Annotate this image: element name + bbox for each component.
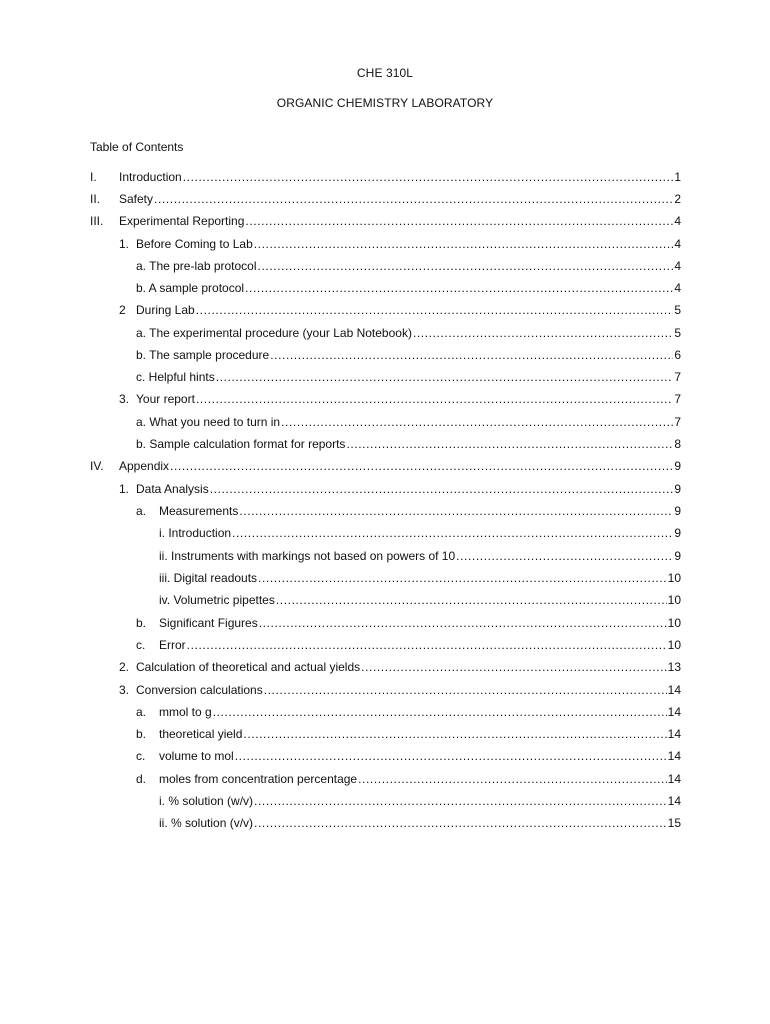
toc-entry-number: 1.: [119, 482, 130, 496]
toc-entry-label: a. What you need to turn in: [136, 415, 281, 429]
toc-entry[interactable]: [136, 326, 681, 342]
toc-entry-page: 9: [674, 504, 681, 518]
toc-entry-page: 4: [674, 214, 681, 228]
toc-leader-dots: [456, 549, 673, 563]
toc-entry-label: theoretical yield: [159, 727, 243, 741]
toc-entry[interactable]: [119, 482, 681, 498]
toc-entry-page: 5: [674, 326, 681, 340]
toc-entry-label: During Lab: [136, 303, 195, 317]
toc-leader-dots: [281, 415, 673, 429]
toc-entry-label: b. A sample protocol: [136, 281, 245, 295]
toc-entry-page: 7: [674, 370, 681, 384]
toc-entry-page: 7: [674, 415, 681, 429]
toc-leader-dots: [258, 571, 667, 585]
toc-entry[interactable]: [159, 549, 681, 565]
toc-entry-number: 3.: [119, 683, 130, 697]
toc-entry-label: ii. % solution (v/v): [159, 816, 254, 830]
toc-leader-dots: [216, 370, 674, 384]
toc-entry-number: b.: [136, 727, 147, 741]
toc-entry-label: Before Coming to Lab: [136, 237, 253, 251]
toc-entry-number: 2.: [119, 660, 130, 674]
toc-entry-label: iv. Volumetric pipettes: [159, 593, 275, 607]
toc-entry-page: 4: [674, 237, 681, 251]
toc-entry-page: 2: [674, 192, 681, 206]
toc-entry-page: 9: [674, 526, 681, 540]
toc-leader-dots: [213, 705, 667, 719]
toc-entry-label: volume to mol: [159, 749, 234, 763]
toc-entry[interactable]: [159, 526, 681, 542]
toc-leader-dots: [270, 348, 673, 362]
toc-entry-page: 14: [667, 705, 681, 719]
toc-entry-label: i. Introduction: [159, 526, 232, 540]
toc-entry-label: b. Sample calculation format for reports: [136, 437, 346, 451]
toc-entry-label: moles from concentration percentage: [159, 772, 358, 786]
toc-entry-number: 1.: [119, 237, 130, 251]
toc-leader-dots: [254, 794, 667, 808]
toc-heading: Table of Contents: [90, 140, 184, 154]
toc-leader-dots: [243, 727, 666, 741]
toc-entry-page: 9: [674, 482, 681, 496]
toc-entry-label: Error: [159, 638, 186, 652]
toc-leader-dots: [235, 749, 667, 763]
toc-entry-label: Significant Figures: [159, 616, 258, 630]
toc-entry[interactable]: [136, 415, 681, 431]
toc-entry[interactable]: [136, 705, 681, 721]
toc-entry-label: ii. Instruments with markings not based on powers of 10: [159, 549, 456, 563]
toc-leader-dots: [210, 482, 674, 496]
toc-entry[interactable]: [136, 727, 681, 743]
toc-entry-label: b. The sample procedure: [136, 348, 270, 362]
toc-entry-number: IV.: [90, 459, 104, 473]
toc-entry-page: 14: [667, 794, 681, 808]
toc-leader-dots: [170, 459, 673, 473]
toc-entry[interactable]: [136, 259, 681, 275]
toc-entry-number: II.: [90, 192, 101, 206]
toc-entry-label: a. The pre-lab protocol: [136, 259, 257, 273]
toc-entry[interactable]: [90, 192, 681, 208]
toc-leader-dots: [259, 616, 667, 630]
toc-leader-dots: [346, 437, 673, 451]
toc-entry-page: 10: [667, 593, 681, 607]
toc-entry-label: a. The experimental procedure (your Lab Notebook): [136, 326, 412, 340]
toc-entry-label: Safety: [119, 192, 154, 206]
toc-entry[interactable]: [136, 638, 681, 654]
toc-entry[interactable]: [119, 237, 681, 253]
toc-entry[interactable]: [119, 660, 681, 676]
toc-leader-dots: [183, 170, 674, 184]
toc-entry-page: 15: [667, 816, 681, 830]
toc-entry-page: 14: [667, 727, 681, 741]
toc-leader-dots: [413, 326, 673, 340]
course-title: ORGANIC CHEMISTRY LABORATORY: [276, 96, 494, 110]
toc-entry-number: b.: [136, 616, 147, 630]
toc-entry[interactable]: [136, 437, 681, 453]
toc-entry-page: 8: [674, 437, 681, 451]
toc-entry-number: 3.: [119, 392, 130, 406]
toc-entry-label: Appendix: [119, 459, 170, 473]
toc-leader-dots: [358, 772, 667, 786]
toc-entry-page: 10: [667, 571, 681, 585]
toc-entry-page: 14: [667, 772, 681, 786]
toc-entry-page: 6: [674, 348, 681, 362]
toc-leader-dots: [187, 638, 667, 652]
toc-leader-dots: [254, 237, 674, 251]
toc-entry-label: Your report: [136, 392, 195, 406]
toc-entry[interactable]: [136, 370, 681, 386]
toc-entry[interactable]: [90, 459, 681, 475]
toc-entry[interactable]: [119, 683, 681, 699]
toc-entry-label: Conversion calculations: [136, 683, 263, 697]
toc-leader-dots: [239, 504, 673, 518]
toc-leader-dots: [154, 192, 673, 206]
toc-entry-number: c.: [136, 638, 146, 652]
toc-entry-number: I.: [90, 170, 97, 184]
toc-leader-dots: [196, 303, 674, 317]
toc-entry-label: Data Analysis: [136, 482, 209, 496]
toc-entry-label: i. % solution (w/v): [159, 794, 254, 808]
toc-entry-number: a.: [136, 504, 147, 518]
toc-entry-page: 4: [674, 259, 681, 273]
toc-entry-page: 4: [674, 281, 681, 295]
toc-entry-number: d.: [136, 772, 147, 786]
toc-entry[interactable]: [159, 593, 681, 609]
toc-leader-dots: [232, 526, 673, 540]
toc-leader-dots: [245, 281, 673, 295]
toc-entry-label: iii. Digital readouts: [159, 571, 258, 585]
toc-entry-number: a.: [136, 705, 147, 719]
toc-entry-page: 1: [674, 170, 681, 184]
toc-entry-page: 14: [667, 683, 681, 697]
toc-entry[interactable]: [136, 281, 681, 297]
toc-entry-label: Introduction: [119, 170, 182, 184]
toc-entry-page: 9: [674, 549, 681, 563]
toc-entry-label: mmol to g: [159, 705, 212, 719]
toc-entry-page: 5: [674, 303, 681, 317]
toc-entry[interactable]: [136, 749, 681, 765]
course-code: CHE 310L: [356, 66, 414, 80]
toc-entry[interactable]: [119, 303, 681, 319]
toc-entry-label: Calculation of theoretical and actual yields: [136, 660, 361, 674]
toc-entry-page: 7: [674, 392, 681, 406]
toc-entry-page: 14: [667, 749, 681, 763]
toc-entry[interactable]: [159, 794, 681, 810]
toc-leader-dots: [276, 593, 667, 607]
toc-leader-dots: [258, 259, 674, 273]
toc-entry-page: 9: [674, 459, 681, 473]
toc-leader-dots: [264, 683, 667, 697]
toc-entry[interactable]: [159, 816, 681, 832]
toc-entry-number: III.: [90, 214, 104, 228]
toc-entry[interactable]: [136, 504, 681, 520]
toc-leader-dots: [196, 392, 673, 406]
toc-entry-label: Experimental Reporting: [119, 214, 245, 228]
toc-entry[interactable]: [136, 772, 681, 788]
toc-entry[interactable]: [136, 348, 681, 364]
toc-entry[interactable]: [90, 214, 681, 230]
toc-entry-page: 10: [667, 638, 681, 652]
toc-leader-dots: [245, 214, 673, 228]
toc-entry-page: 13: [667, 660, 681, 674]
toc-entry-number: c.: [136, 749, 146, 763]
toc-entry[interactable]: [90, 170, 681, 186]
toc-entry-page: 10: [667, 616, 681, 630]
toc-entry-number: 2: [119, 303, 126, 317]
toc-entry[interactable]: [159, 571, 681, 587]
toc-entry-label: c. Helpful hints: [136, 370, 215, 384]
toc-leader-dots: [361, 660, 667, 674]
toc-leader-dots: [254, 816, 667, 830]
toc-entry[interactable]: [119, 392, 681, 408]
toc-entry[interactable]: [136, 616, 681, 632]
toc-entry-label: Measurements: [159, 504, 239, 518]
